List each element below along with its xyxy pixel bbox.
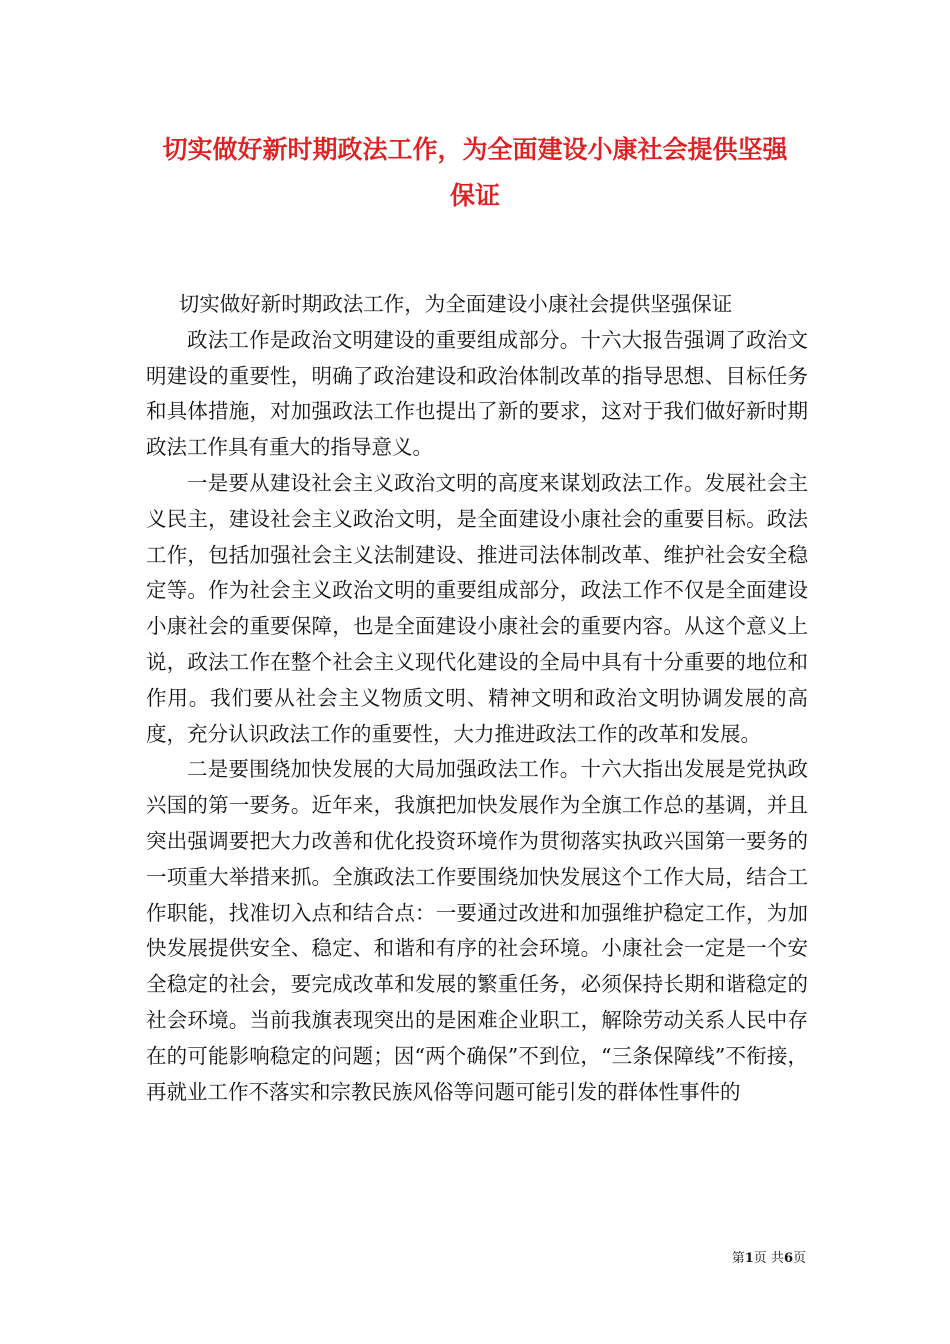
current-page-number: 1 bbox=[744, 1251, 754, 1266]
title-line-1: 切实做好新时期政法工作，为全面建设小康社会提供坚强 bbox=[162, 135, 788, 164]
total-page-count: 6 bbox=[783, 1251, 793, 1266]
title-line-2: 保证 bbox=[449, 181, 500, 210]
footer-suffix: 页 bbox=[792, 1251, 806, 1266]
document-body bbox=[146, 287, 808, 1110]
page-number-footer bbox=[680, 1247, 806, 1266]
document-title bbox=[120, 127, 830, 219]
paragraph-3: 二是要围绕加快发展的大局加强政法工作。十六大指出发展是党执政兴国的第一要务。近年来，我旗把加快发展作为全旗工作总的基调，并且突出强调要把大力改善和优化投资环境作为贯彻落实执政兴国第一要务的一项重大举措来抓。全旗政法工作要围绕加快发展这个工作大局，结合工作职能，找准切入点和结合点：一要通过改进和加强维护稳定工作，为加快发展提供安全、稳定、和谐和有序的社会环境。小康社会一定是一个安全稳定的社会，要完成改革和发展的繁重任务，必须保持长期和谐稳定的社会环境。当前我旗表现突出的是困难企业职工，解除劳动关系人民中存在的可能影响稳定的问题；因“两个确保”不到位，“三条保障线”不衔接，再就业工作不落实和宗教民族风俗等问题可能引发的群体性事件的 bbox=[146, 757, 808, 1104]
paragraph-2: 一是要从建设社会主义政治文明的高度来谋划政法工作。发展社会主义民主，建设社会主义政治文明，是全面建设小康社会的重要目标。政法工作，包括加强社会主义法制建设、推进司法体制改革、维护社会安全稳定等。作为社会主义政治文明的重要组成部分，政法工作不仅是全面建设小康社会的重要保障，也是全面建设小康社会的重要内容。从这个意义上说，政法工作在整个社会主义现代化建设的全局中具有十分重要的地位和作用。我们要从社会主义物质文明、精神文明和政治文明协调发展的高度，充分认识政法工作的重要性，大力推进政法工作的改革和发展。 bbox=[146, 470, 808, 746]
paragraph-1: 政法工作是政治文明建设的重要组成部分。十六大报告强调了政治文明建设的重要性，明确了政治建设和政治体制改革的指导思想、目标任务和具体措施，对加强政法工作也提出了新的要求，这对于我们做好新时期政法工作具有重大的指导意义。 bbox=[146, 327, 808, 460]
footer-middle: 页 共 bbox=[753, 1251, 784, 1266]
footer-prefix: 第 bbox=[731, 1251, 745, 1266]
document-subtitle: 切实做好新时期政法工作，为全面建设小康社会提供坚强保证 bbox=[178, 292, 733, 316]
